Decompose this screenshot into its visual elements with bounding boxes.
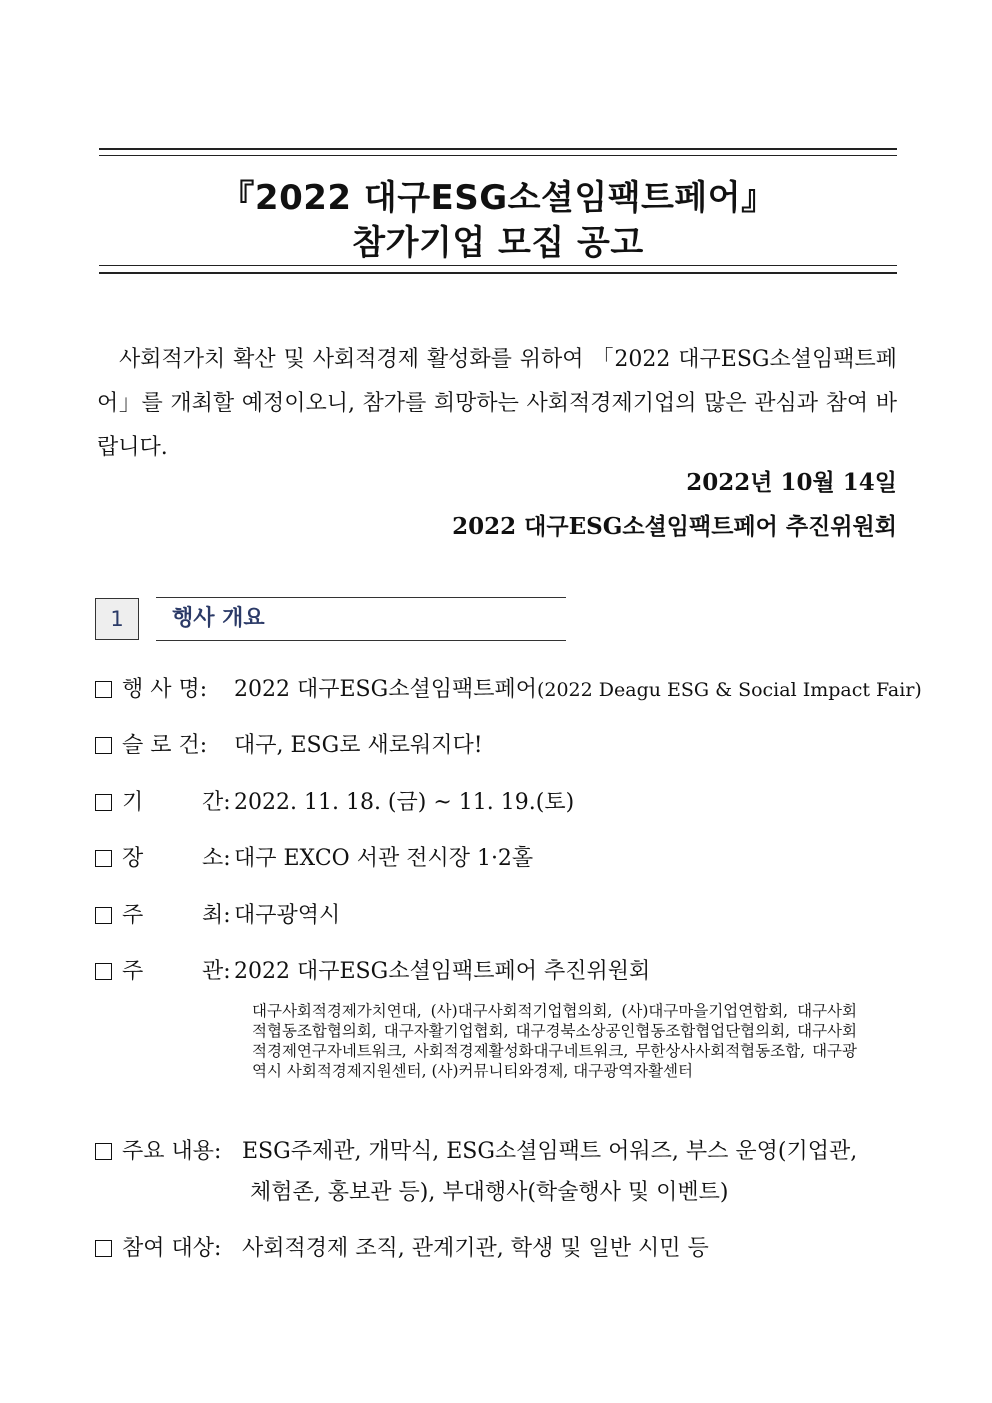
item-contents: [95, 1138, 857, 1166]
item-value: 대구광역시: [234, 903, 341, 928]
item-event-name: [95, 676, 922, 704]
item-value-line1: ESG주제관, 개막식, ESG소셜임팩트 어워즈, 부스 운영(기업관,: [242, 1139, 858, 1164]
item-label-a: 장: [122, 846, 144, 871]
item-organizer: [95, 958, 650, 986]
bottom-rule-thin: [99, 265, 897, 266]
item-label: 주요 내용:: [122, 1139, 222, 1164]
item-label-b: 관:: [202, 959, 231, 984]
bottom-rule-thick: [99, 272, 897, 274]
item-label: 행 사 명:: [122, 677, 208, 702]
item-slogan: [95, 732, 483, 760]
item-period: [95, 789, 574, 817]
section-number: 1: [95, 598, 139, 640]
page-title-line1: 『2022 대구ESG소셜임팩트페어』: [220, 178, 776, 218]
checkbox-square-icon: [95, 681, 112, 698]
announcement-date: 2022년 10월 14일: [686, 469, 897, 496]
item-contents-line2: 체험존, 홍보관 등), 부대행사(학술행사 및 이벤트): [250, 1180, 729, 1205]
item-label: 참여 대상:: [122, 1236, 222, 1261]
item-label-a: 주: [122, 903, 144, 928]
issuer-name: 2022 대구ESG소셜임팩트페어 추진위원회: [452, 513, 897, 540]
intro-text: 사회적가치 확산 및 사회적경제 활성화를 위하여 「2022 대구ESG소셜임팩트페어」를 개최할 예정이오니, 참가를 희망하는 사회적경제기업의 많은 관심과 참여 바랍니다.: [97, 347, 897, 460]
organizer-members: 대구사회적경제가치연대, (사)대구사회적기업협의회, (사)대구마을기업연합회, 대구사회적협동조합협의회, 대구자활기업협회, 대구경북소상공인협동조합협업단협의회, 대구사회적경제연구자네트워크, 사회적경제활성화대구네트워크, 무한상사사회적협동조합, 대구광역시 사회적경제지원센터, (사)커뮤니티와경제, 대구광역자활센터: [252, 1002, 857, 1080]
item-label-a: 주: [122, 959, 144, 984]
item-label-a: 기: [122, 790, 144, 815]
item-value: 사회적경제 조직, 관계기관, 학생 및 일반 시민 등: [242, 1236, 709, 1261]
item-label-b: 소:: [202, 846, 231, 871]
item-value: 대구 EXCO 서관 전시장 1·2홀: [234, 846, 534, 871]
item-venue: [95, 845, 533, 873]
item-host: [95, 902, 340, 930]
intro-paragraph: [97, 338, 897, 470]
checkbox-square-icon: [95, 907, 112, 924]
top-rule-thin: [99, 155, 897, 156]
checkbox-square-icon: [95, 794, 112, 811]
item-value: 2022. 11. 18. (금) ~ 11. 19.(토): [234, 790, 575, 815]
checkbox-square-icon: [95, 963, 112, 980]
checkbox-square-icon: [95, 1240, 112, 1257]
page-title-line2: 참가기업 모집 공고: [352, 223, 644, 263]
checkbox-square-icon: [95, 1143, 112, 1160]
section-title: 행사 개요: [156, 597, 566, 641]
checkbox-square-icon: [95, 737, 112, 754]
item-label-b: 간:: [202, 790, 231, 815]
item-label: 슬 로 건:: [122, 733, 208, 758]
item-value: 2022 대구ESG소셜임팩트페어: [234, 677, 537, 702]
item-target: [95, 1235, 709, 1263]
item-label-b: 최:: [202, 903, 231, 928]
item-value: 2022 대구ESG소셜임팩트페어 추진위원회: [234, 959, 651, 984]
checkbox-square-icon: [95, 850, 112, 867]
top-rule-thick: [99, 148, 897, 150]
item-value-en: (2022 Deagu ESG & Social Impact Fair): [536, 679, 922, 701]
item-value: 대구, ESG로 새로워지다!: [234, 733, 483, 758]
